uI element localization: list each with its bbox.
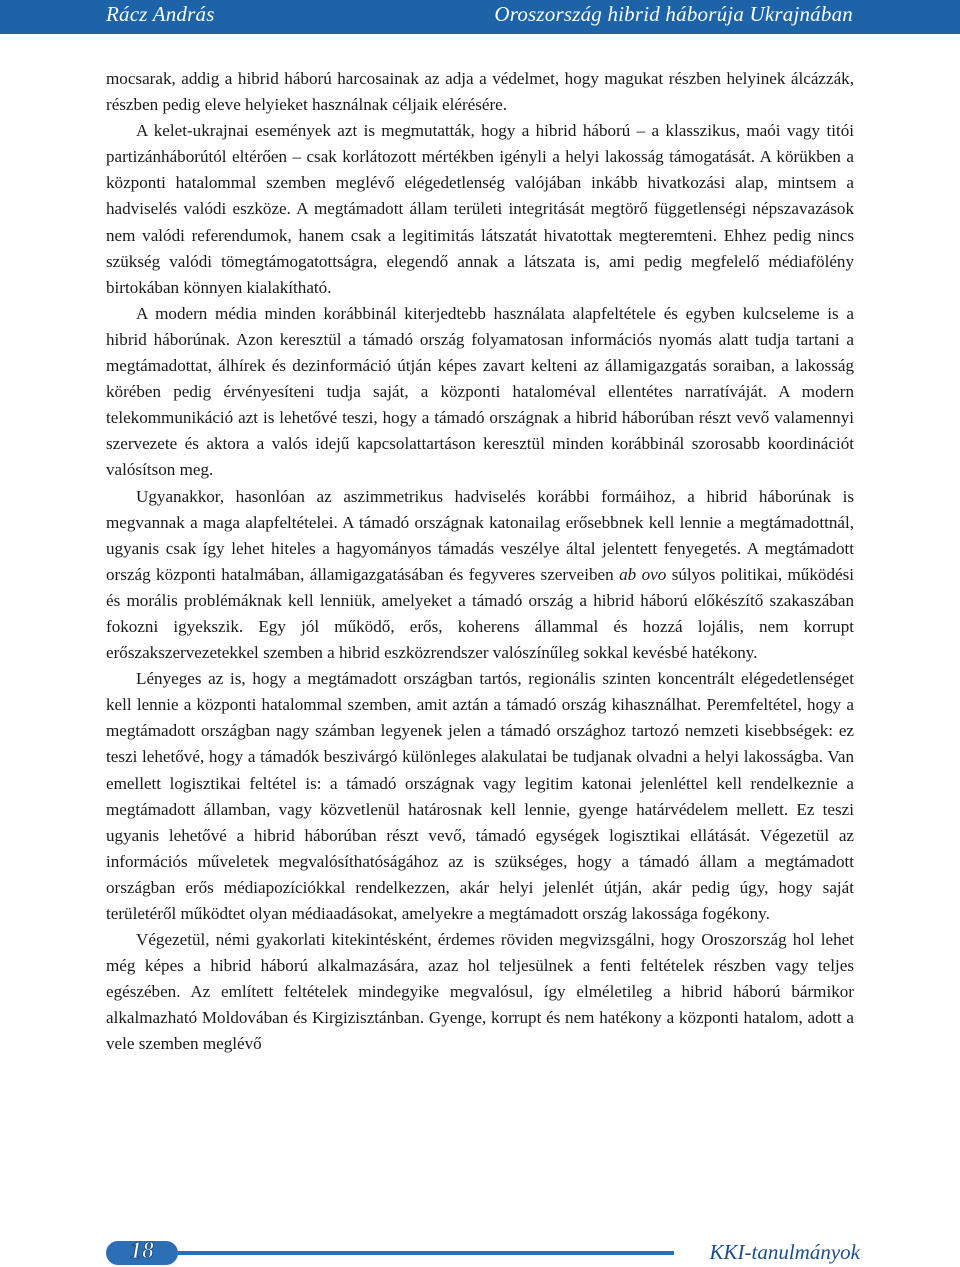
paragraph-3: A modern média minden korábbinál kiterjedtebb használata alapfeltétele és egyben kulcseleme is a hibrid háborúnak. Azon keresztül a támadó ország folyamatosan információs nyomás alatt tudja tartani a megtámadottat, álhírek és dezinformáció útján képes zavart kelteni az államigazgatás soraiban, a lakosság körében pedig érvényesíteni tudja saját, a központi hataloméval ellentétes narratíváját. A modern telekommunikáció azt is lehetővé teszi, hogy a támadó országnak a hibrid háborúban részt vevő valamennyi szervezete és aktora a valós idejű kapcsolattartáson keresztül minden korábbinál szorosabb koordinációt valósítson meg. <box>106 303 854 480</box>
publication-name: KKI-tanulmányok <box>709 1240 860 1264</box>
header-author: Rácz András <box>106 2 215 26</box>
paragraph-4 <box>106 484 854 667</box>
footer-rule <box>178 1251 674 1255</box>
paragraph-5: Lényeges az is, hogy a megtámadott országban tartós, regionális szinten koncentrált elégedetlenséget kell lennie a központi hatalommal szemben, amit aztán a támadó ország kihasználhat. Peremfeltétel, hogy a megtámadott országban nagy számban legyenek jelen a támadó országhoz tartozó nemzeti kisebbségek: ez teszi lehetővé, hogy a támadók beszivárgó különleges alakulatai be tudjanak olvadni a helyi lakosságba. Van emellett logisztikai feltétel is: a támadó országnak vagy legitim katonai jelenléttel kell rendelkeznie a megtámadott államban, vagy közvetlenül határosnak kell lennie, gyenge határvédelem mellett. Ez teszi ugyanis lehetővé a hibrid háborúban részt vevő, támadó egységek logisztikai ellátását. Végezetül az információs műveletek megvalósíthatóságához az is szükséges, hogy a támadó állam a megtámadott országban erős médiapozíciókkal rendelkezzen, akár helyi jelenlét útján, akár pedig úgy, hogy saját területéről működtet olyan médiaadásokat, amelyekre a megtámadott ország lakossága fogékony. <box>106 669 854 923</box>
page-header <box>0 0 960 34</box>
paragraph-4-part-a: Ugyanakkor, hasonlóan az aszimmetrikus hadviselés korábbi formáihoz, a hibrid háborúnak is megvannak a maga alapfeltételei. A támadó országnak katonailag erősebbnek kell lennie a megtámadottnál, ugyanis csak így lehet hiteles a hagyományos támadás veszélye által jelentett fenyegetés. A megtámadott ország központi hatalmában, államigazgatásában és fegyveres szerveiben <box>106 486 854 584</box>
paragraph-1: mocsarak, addig a hibrid háború harcosainak az adja a védelmet, hogy magukat részben helyinek álcázzák, részben pedig eleve helyieket használnak céljaik elérésére. <box>106 69 854 115</box>
page-number: 18 <box>130 1238 154 1264</box>
paragraph-6: Végezetül, némi gyakorlati kitekintésként, érdemes röviden megvizsgálni, hogy Oroszország hol lehet még képes a hibrid háború alkalmazására, azaz hol teljesülnek a fenti feltételek részben vagy teljes egészében. Az említett feltételek mindegyike megvalósul, így elméletileg a hibrid háború bármikor alkalmazható Moldovában és Kirgizisztánban. Gyenge, korrupt és nem hatékony a központi hatalom, adott a vele szemben meglévő <box>106 930 854 1054</box>
paragraph-4-part-b: súlyos politikai, működési és morális problémáknak kell lenniük, amelyeket a támadó ország a hibrid háború előkészítő szakaszában fokozni igyekszik. Egy jól működő, erős, koherens állammal és hozzá lojális, nem korrupt erőszakszervezetekkel szemben a hibrid eszközrendszer valószínűleg sokkal kevésbé hatékony. <box>106 564 854 663</box>
paragraph-2: A kelet-ukrajnai események azt is megmutatták, hogy a hibrid háború – a klasszikus, maói vagy titói partizánháborútól eltérően – csak korlátozott mértékben igényli a helyi lakosság támogatását. A körükben a központi hatalommal szemben meglévő elégedetlenség valójában inkább hivatkozási alap, mintsem a hadviselés valódi eszköze. A megtámadott állam területi integritását megtörő függetlenségi népszavazások nem valódi referendumok, hanem csak a legitimitás látszatát hivatottak megteremteni. Ehhez pedig nincs szükség valódi tömegtámogatottságra, elegendő annak a látszata is, ami pedig megfelelő médiafölény birtokában könnyen kialakítható. <box>106 121 854 297</box>
article-body <box>106 66 854 1058</box>
header-title: Oroszország hibrid háborúja Ukrajnában <box>494 2 853 26</box>
paragraph-4-emphasis: ab ovo <box>619 564 667 584</box>
